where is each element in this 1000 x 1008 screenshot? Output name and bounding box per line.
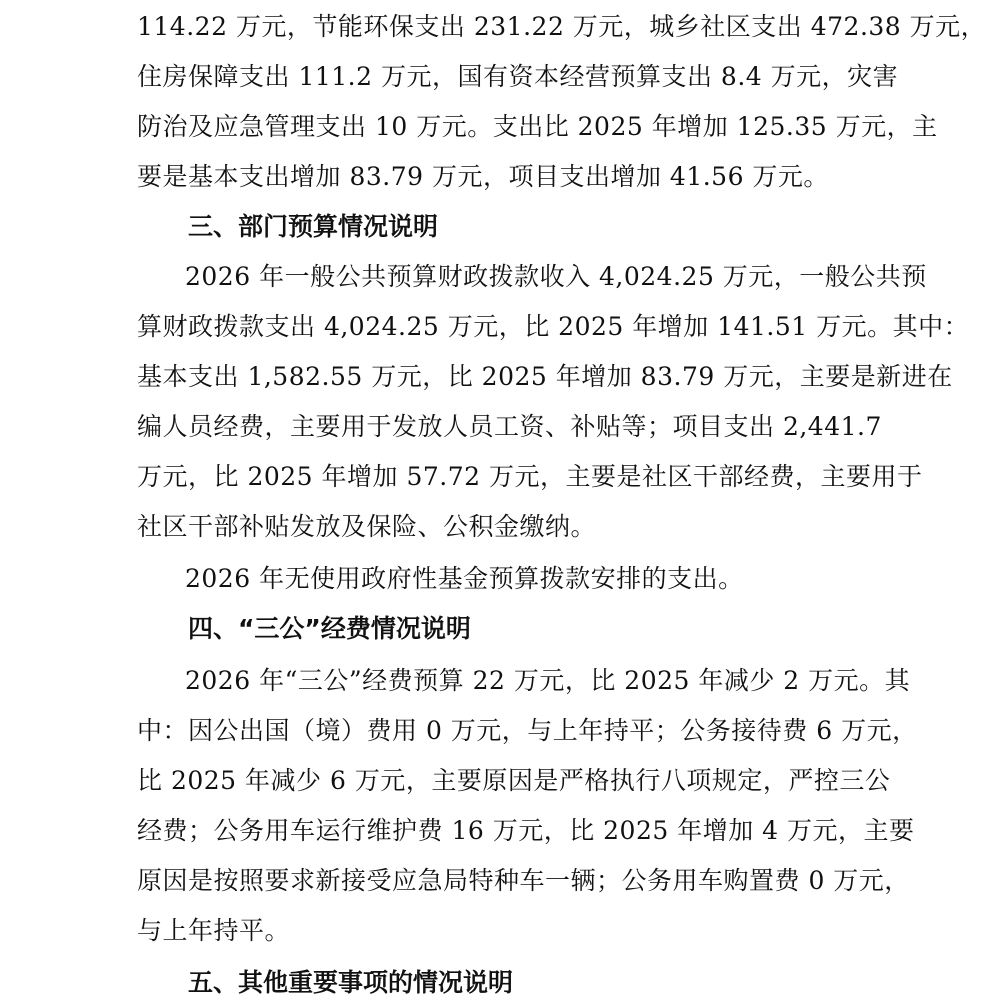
paragraph-line: 算财政拨款支出 4,024.25 万元，比 2025 年增加 141.51 万元。其中： — [137, 312, 970, 341]
section-heading-4: 四、“三公”经费情况说明 — [188, 614, 471, 643]
paragraph-line: 万元，比 2025 年增加 57.72 万元，主要是社区干部经费，主要用于 — [137, 462, 923, 491]
paragraph-line: 基本支出 1,582.55 万元，比 2025 年增加 83.79 万元，主要是新进在 — [137, 362, 953, 391]
paragraph-line: 2026 年一般公共预算财政拨款收入 4,024.25 万元，一般公共预 — [185, 262, 927, 291]
paragraph-line: 中：因公出国（境）费用 0 万元，与上年持平；公务接待费 6 万元， — [137, 716, 918, 745]
paragraph-line: 2026 年“三公”经费预算 22 万元，比 2025 年减少 2 万元。其 — [185, 666, 911, 695]
paragraph-line: 住房保障支出 111.2 万元，国有资本经营预算支出 8.4 万元，灾害 — [137, 62, 899, 91]
paragraph-line: 比 2025 年减少 6 万元，主要原因是严格执行八项规定，严控三公 — [137, 766, 891, 795]
section-heading-5: 五、其他重要事项的情况说明 — [188, 968, 514, 997]
paragraph-line: 114.22 万元，节能环保支出 231.22 万元，城乡社区支出 472.38 万元， — [137, 12, 987, 41]
paragraph-line: 防治及应急管理支出 10 万元。支出比 2025 年增加 125.35 万元，主 — [137, 112, 938, 141]
paragraph-line: 2026 年无使用政府性基金预算拨款安排的支出。 — [185, 564, 744, 593]
paragraph-line: 社区干部补贴发放及保险、公积金缴纳。 — [137, 512, 597, 541]
paragraph-line: 编人员经费，主要用于发放人员工资、补贴等；项目支出 2,441.7 — [137, 412, 882, 441]
section-heading-3: 三、部门预算情况说明 — [188, 212, 439, 241]
paragraph-line: 与上年持平。 — [137, 916, 291, 945]
paragraph-line: 要是基本支出增加 83.79 万元，项目支出增加 41.56 万元。 — [137, 162, 829, 191]
paragraph-line: 原因是按照要求新接受应急局特种车一辆；公务用车购置费 0 万元， — [137, 866, 910, 895]
paragraph-line: 经费；公务用车运行维护费 16 万元，比 2025 年增加 4 万元，主要 — [137, 816, 915, 845]
